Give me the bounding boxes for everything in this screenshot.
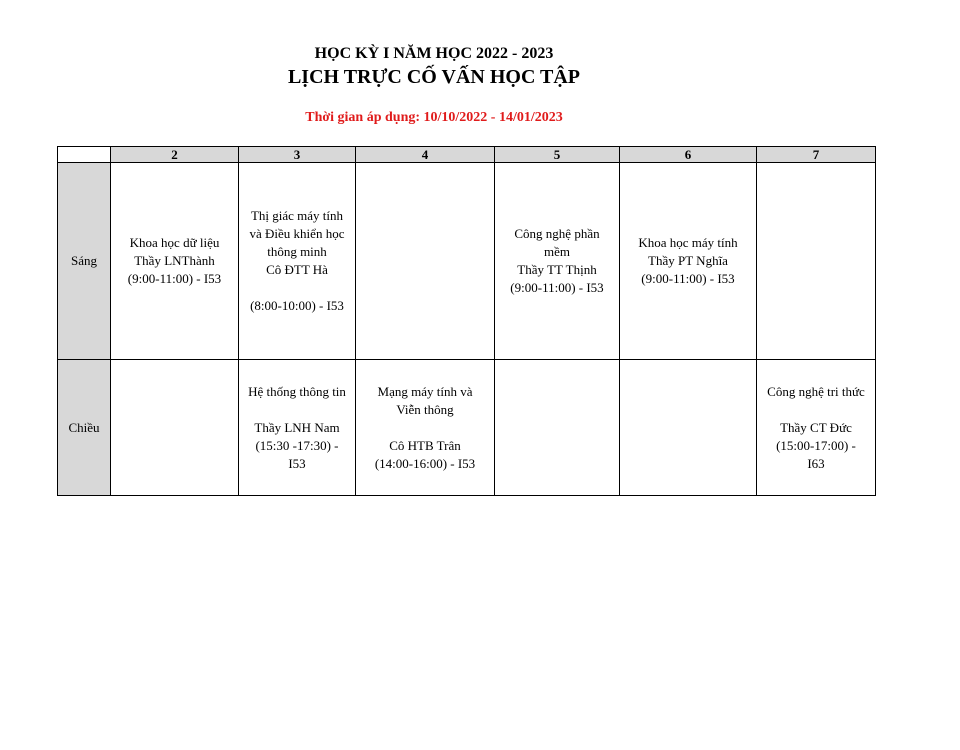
cell-line: (9:00-11:00) - I53 bbox=[127, 271, 222, 286]
cell-line: (15:30 -17:30) - bbox=[255, 437, 339, 453]
cell-line: thông minh bbox=[267, 244, 327, 259]
cell-line: (14:00-16:00) - I53 bbox=[374, 455, 476, 471]
day-header: 6 bbox=[620, 147, 757, 163]
day-header: 7 bbox=[757, 147, 876, 163]
day-header: 5 bbox=[495, 147, 620, 163]
cell-line: Khoa học dữ liệu bbox=[129, 235, 220, 250]
cell-line: mềm bbox=[544, 244, 570, 259]
cell-line: Thị giác máy tính bbox=[250, 208, 344, 223]
table-row bbox=[58, 360, 876, 496]
cell-line: (9:00-11:00) - I53 bbox=[641, 271, 735, 286]
table-row bbox=[58, 163, 876, 360]
cell-line: Thầy LNThành bbox=[134, 253, 215, 268]
day-header: 2 bbox=[111, 147, 239, 163]
cell-line bbox=[240, 401, 354, 419]
schedule-cell bbox=[495, 360, 620, 496]
schedule-cell bbox=[111, 360, 239, 496]
schedule-cell bbox=[495, 163, 620, 360]
schedule-cell bbox=[356, 360, 495, 496]
semester-title: HỌC KỲ I NĂM HỌC 2022 - 2023 bbox=[314, 45, 554, 62]
cell-line: Thầy LNH Nam bbox=[254, 419, 340, 435]
period-label: Chiều bbox=[58, 360, 111, 496]
cell-line: Công nghệ tri thức bbox=[767, 383, 865, 399]
schedule-title: LỊCH TRỰC CỐ VẤN HỌC TẬP bbox=[287, 66, 581, 88]
cell-line bbox=[357, 419, 493, 437]
cell-line: I53 bbox=[288, 455, 306, 471]
cell-line: Công nghệ phần bbox=[514, 226, 600, 241]
advisor-schedule-table bbox=[57, 146, 876, 496]
day-header-row bbox=[58, 147, 876, 163]
cell-line: Cô HTB Trân bbox=[389, 437, 461, 453]
cell-line: (9:00-11:00) - I53 bbox=[510, 280, 604, 295]
schedule-cell bbox=[620, 163, 757, 360]
cell-line: (8:00-10:00) - I53 bbox=[250, 298, 344, 313]
corner-cell bbox=[58, 147, 111, 163]
cell-line: và Điều khiển học bbox=[249, 226, 345, 241]
cell-line: (15:00-17:00) - bbox=[776, 437, 856, 453]
day-header: 4 bbox=[356, 147, 495, 163]
schedule-cell bbox=[757, 360, 876, 496]
cell-line: I63 bbox=[807, 455, 825, 471]
schedule-cell bbox=[757, 163, 876, 360]
schedule-cell bbox=[239, 163, 356, 360]
schedule-cell bbox=[239, 360, 356, 496]
schedule-cell bbox=[111, 163, 239, 360]
cell-line: Thầy TT Thịnh bbox=[517, 262, 597, 277]
cell-line: Viễn thông bbox=[396, 401, 454, 417]
cell-line: Mạng máy tính và bbox=[377, 383, 473, 399]
schedule-cell bbox=[620, 360, 757, 496]
cell-line: Cô ĐTT Hà bbox=[266, 262, 328, 277]
cell-line: Thầy CT Đức bbox=[780, 419, 852, 435]
schedule-cell bbox=[356, 163, 495, 360]
cell-line: Hệ thống thông tin bbox=[248, 383, 346, 399]
effective-period: Thời gian áp dụng: 10/10/2022 - 14/01/2023 bbox=[305, 110, 563, 125]
cell-line: Thầy PT Nghĩa bbox=[648, 253, 728, 268]
period-label: Sáng bbox=[58, 163, 111, 360]
cell-line bbox=[758, 401, 874, 419]
cell-line bbox=[240, 279, 354, 297]
cell-line: Khoa học máy tính bbox=[638, 235, 738, 250]
day-header: 3 bbox=[239, 147, 356, 163]
